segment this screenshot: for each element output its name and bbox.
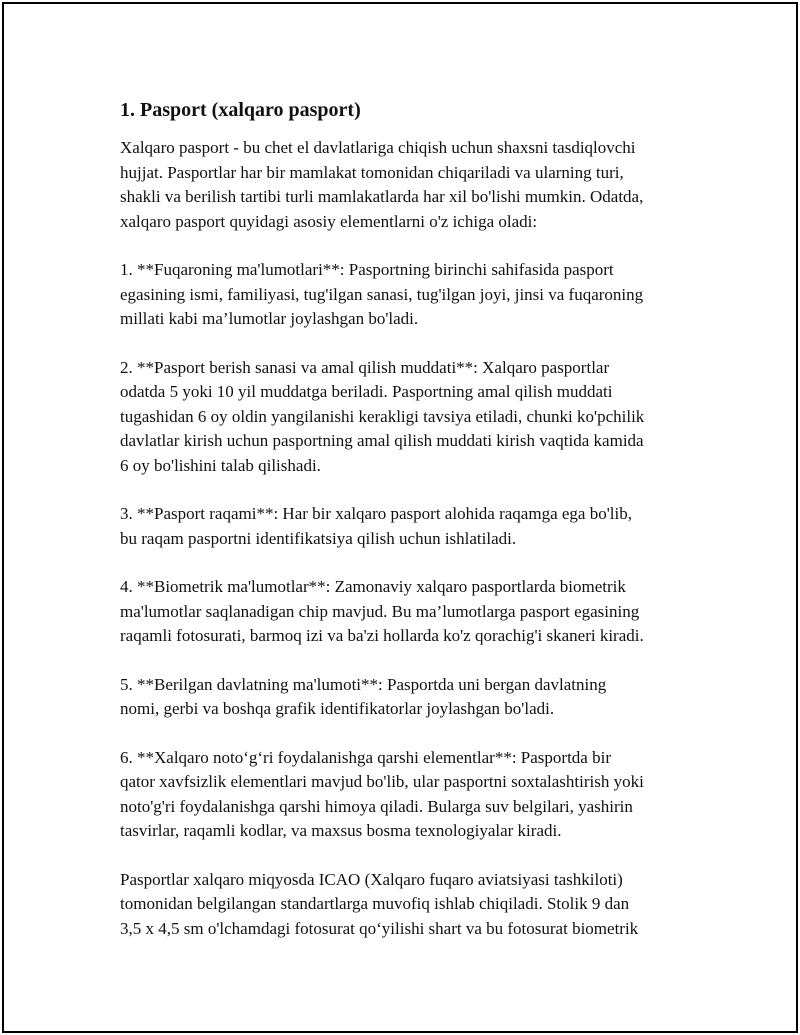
document-title: 1. Pasport (xalqaro pasport) (120, 99, 361, 121)
list-item-security-features: 6. **Xalqaro noto‘g‘ri foydalanishga qarshi elementlar**: Pasportda bir qator xavfsizlik elementlari mavjud bo'lib, ular pasportni soxtalashtirish yoki noto'g'ri foydalanishga qarshi himoya qiladi. Bularga suv belgilari, yashirin tasvirlar, raqamli kodlar, va maxsus bosma texnologiyalar kiradi. (120, 747, 644, 840)
list-item-issue-date-validity: 2. **Pasport berish sanasi va amal qilish muddati**: Xalqaro pasportlar odatda 5 yoki 10 yil muddatga beriladi. Pasportning amal qilish muddati tugashidan 6 oy oldin yangilanishi kerakligi tavsiya etiladi, chunki ko'pchilik davlatlar kirish uchun pasportning amal qilish muddati kirish vaqtida kamida 6 oy bo'lishini talab qilishadi. (120, 357, 645, 475)
document-page (2, 2, 798, 1033)
closing-paragraph: Pasportlar xalqaro miqyosda ICAO (Xalqaro fuqaro aviatsiyasi tashkiloti) tomonidan belgilangan standartlarga muvofiq ishlab chiqiladi. Stolik 9 dan 3,5 x 4,5 sm o'lchamdagi fotosurat qo‘yilishi shart va bu fotosurat biometrik (120, 869, 639, 938)
list-item-biometric-data: 4. **Biometrik ma'lumotlar**: Zamonaviy xalqaro pasportlarda biometrik ma'lumotlar saqlanadigan chip mavjud. Bu ma’lumotlarga pasport egasining raqamli fotosurati, barmoq izi va ba'zi hollarda ko'z qorachig'i skaneri kiradi. (120, 577, 644, 645)
list-item-citizen-data: 1. **Fuqaroning ma'lumotlari**: Pasportning birinchi sahifasida pasport egasining ismi, familiyasi, tug'ilgan sanasi, tug'ilgan joyi, jinsi va fuqaroning millati kabi ma’lumotlar joylashgan bo'ladi. (120, 260, 644, 328)
list-item-passport-number: 3. **Pasport raqami**: Har bir xalqaro pasport alohida raqamga ega bo'lib, bu raqam pasportni identifikatsiya qilish uchun ishlatiladi. (120, 504, 632, 548)
document-content (120, 96, 700, 965)
list-item-issuing-country: 5. **Berilgan davlatning ma'lumoti**: Pasportda uni bergan davlatning nomi, gerbi va boshqa grafik identifikatorlar joylashgan bo'ladi. (120, 674, 607, 718)
intro-paragraph: Xalqaro pasport - bu chet el davlatlariga chiqish uchun shaxsni tasdiqlovchi hujjat. Pasportlar har bir mamlakat tomonidan chiqariladi va ularning turi, shakli va berilish tartibi turli mamlakatlarda har xil bo'lishi mumkin. Odatda, xalqaro pasport quyidagi asosiy elementlarni o'z ichiga oladi: (120, 138, 644, 231)
